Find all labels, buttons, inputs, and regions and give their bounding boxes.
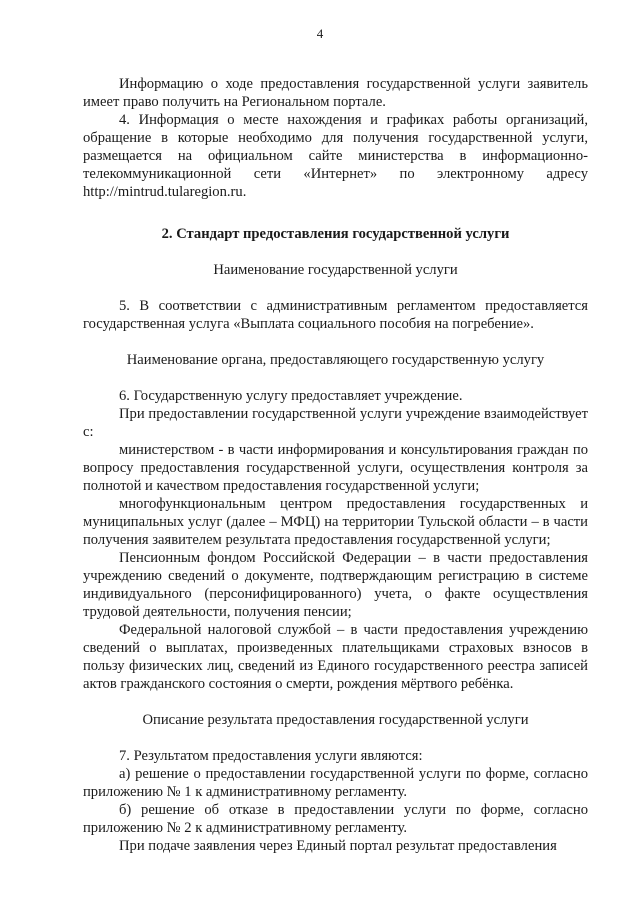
subheading-service-name: Наименование государственной услуги <box>213 262 458 278</box>
paragraph-info-progress: Информацию о ходе предоставления государственной услуги заявитель имеет право получить на Региональном портале. <box>83 76 588 110</box>
subheading-authority: Наименование органа, предоставляющего государственную услугу <box>126 352 545 368</box>
paragraph-7-b: б) решение об отказе в предоставлении услуги по форме, согласно приложению № 2 к административному регламенту. <box>83 802 588 836</box>
paragraph-6-ministry: министерством - в части информирования и консультирования граждан по вопросу предоставления государственной услуги, осуществления контроля за полнотой и качеством предоставления государственной услуги; <box>83 442 588 494</box>
paragraph-6-mfc: многофункциональным центром предоставления государственных и муниципальных услуг (далее – МФЦ) на территории Тульской области – в части получения заявителем результата предоставления государственной услуги; <box>83 496 588 548</box>
paragraph-6-pension-fund: Пенсионным фондом Российской Федерации – в части предоставления учреждению сведений о документе, подтверждающим регистрацию в системе индивидуального (персонифицированного) учета, о факте осуществления трудовой деятельности, получения пенсии; <box>83 550 588 620</box>
paragraph-6: 6. Государственную услугу предоставляет учреждение. <box>119 388 463 404</box>
page-number: 4 <box>316 26 324 41</box>
paragraph-7: 7. Результатом предоставления услуги являются: <box>119 748 423 764</box>
subheading-result: Описание результата предоставления государственной услуги <box>142 712 529 728</box>
paragraph-5: 5. В соответствии с административным регламентом предоставляется государственная услуга «Выплата социального пособия на погребение». <box>83 298 588 332</box>
paragraph-6-tax-service: Федеральной налоговой службой – в части предоставления учреждению сведений о выплатах, произведенных плательщиками страховых взносов в пользу физических лиц, сведений из Единого государственного реестра записей актов гражданского состояния о смерти, рождения мёртвого ребёнка. <box>83 622 588 692</box>
paragraph-6-interaction: При предоставлении государственной услуги учреждение взаимодействует с: <box>83 406 588 440</box>
paragraph-7-portal: При подаче заявления через Единый портал результат предоставления <box>119 838 557 854</box>
paragraph-4: 4. Информация о месте нахождения и графиках работы организаций, обращение в которые необходимо для получения государственной услуги, размещается на официальном сайте министерства в информационно-телекоммуникационной сети «Интернет» по электронному адресу http://mintrud.tularegion.ru. <box>83 112 588 200</box>
paragraph-7-a: а) решение о предоставлении государственной услуги по форме, согласно приложению № 1 к административному регламенту. <box>83 766 588 800</box>
section-title: 2. Стандарт предоставления государственной услуги <box>161 226 510 242</box>
document-body <box>83 75 588 855</box>
